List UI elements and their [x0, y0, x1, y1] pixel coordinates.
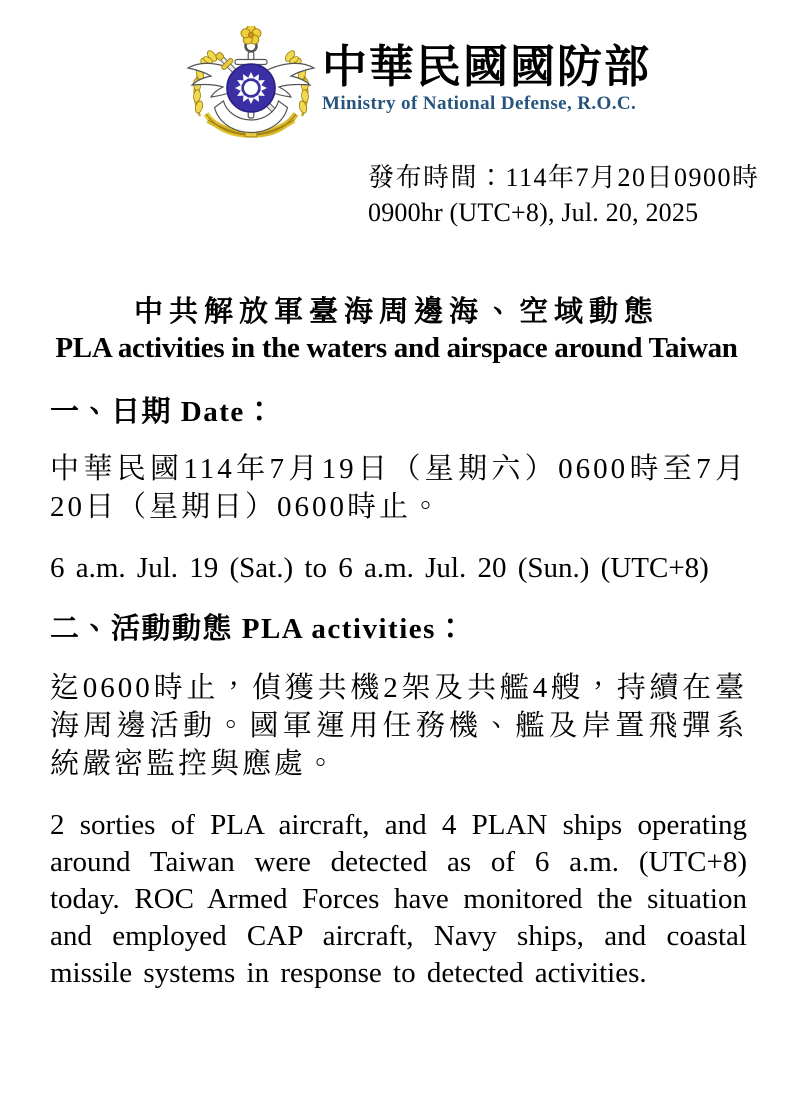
mnd-emblem-icon: [184, 26, 318, 148]
document-title-en: PLA activities in the waters and airspace around Taiwan: [55, 332, 738, 364]
release-time-block: [368, 160, 793, 230]
section-1-body-zh: 中華民國114年7月19日（星期六）0600時至7月20日（星期日）0600時止。: [50, 453, 747, 523]
letterhead-text: [322, 26, 651, 115]
document-title: [0, 294, 793, 366]
section-1-body-en: 6 a.m. Jul. 19 (Sat.) to 6 a.m. Jul. 20 (Sun.) (UTC+8): [50, 552, 709, 584]
section-2-heading: 二、活動動態 PLA activities：: [50, 613, 467, 645]
section-1-heading: 一、日期 Date：: [50, 396, 276, 428]
letterhead: [0, 0, 793, 148]
document-title-zh: 中共解放軍臺海周邊海、空域動態: [133, 296, 659, 328]
plum-blossom-icon: [241, 26, 261, 44]
release-time-en: 0900hr (UTC+8), Jul. 20, 2025: [368, 198, 699, 227]
org-subtitle-en: Ministry of National Defense, R.O.C.: [322, 93, 637, 115]
section-2-body-en: 2 sorties of PLA aircraft, and 4 PLAN ships operating around Taiwan were detected as of 6 a.m. (UTC+8) today. ROC Armed Forces have monitored the situation and employed CAP aircraft, Navy ships, and coastal missile systems in response to detected activities.: [50, 809, 747, 989]
section-2-body-zh: 迄0600時止，偵獲共機2架及共艦4艘，持續在臺海周邊活動。國軍運用任務機、艦及岸置飛彈系統嚴密監控與應處。: [50, 672, 747, 780]
sun-disc-icon: [227, 64, 275, 112]
release-time-zh: 發布時間：114年7月20日0900時: [368, 163, 760, 192]
org-title-zh: 中華民國國防部: [322, 42, 652, 92]
